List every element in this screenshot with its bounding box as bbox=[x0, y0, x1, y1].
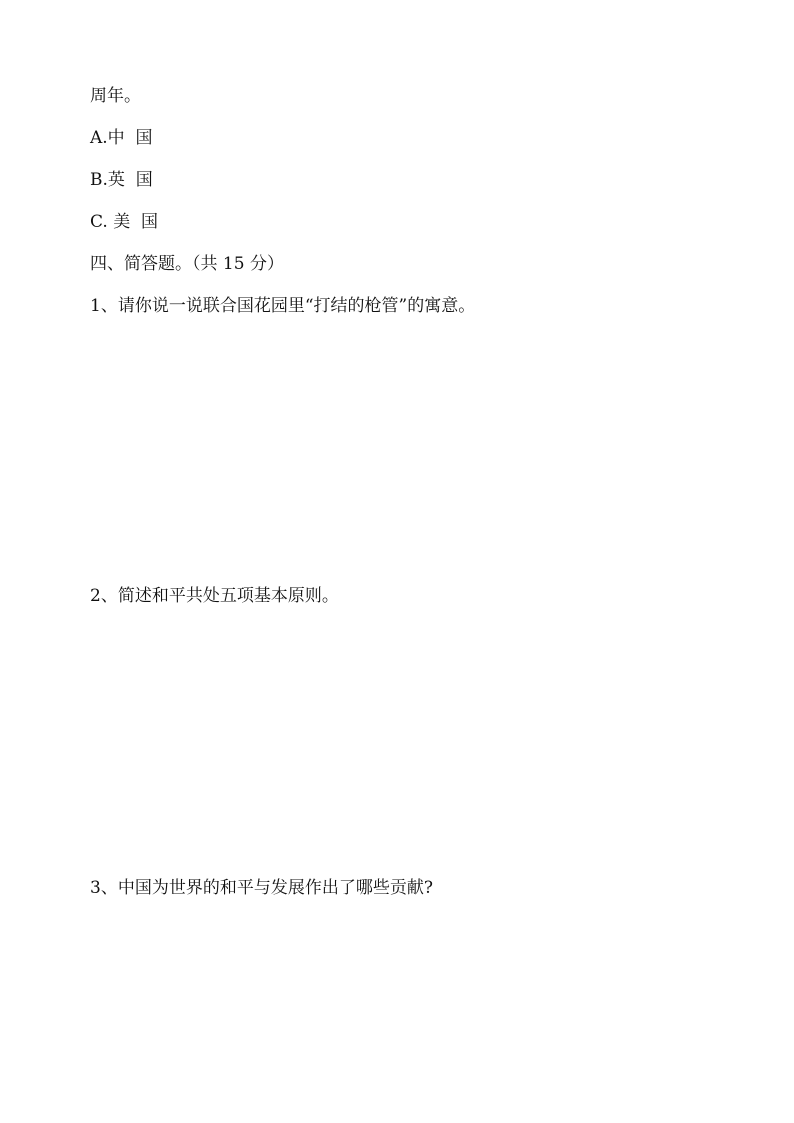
section-heading: 四、简答题。（共 15 分） bbox=[90, 254, 284, 274]
question-2: 2、简述和平共处五项基本原则。 bbox=[90, 586, 339, 606]
question-1: 1、请你说一说联合国花园里“打结的枪管”的寓意。 bbox=[90, 296, 476, 316]
option-c: C. 美 国 bbox=[90, 212, 159, 232]
question-3: 3、中国为世界的和平与发展作出了哪些贡献? bbox=[90, 878, 433, 898]
option-b: B.英 国 bbox=[90, 170, 153, 190]
question-tail-text: 周年。 bbox=[90, 86, 141, 106]
option-a: A.中 国 bbox=[90, 128, 153, 148]
